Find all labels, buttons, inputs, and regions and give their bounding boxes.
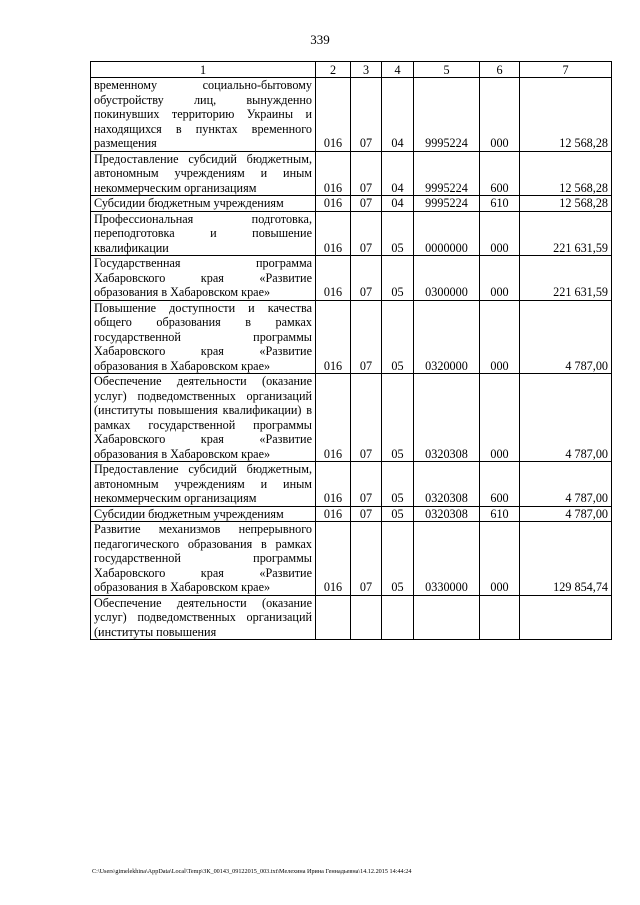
- row-target-code: 0320308: [414, 462, 480, 507]
- table-row: [91, 506, 612, 522]
- row-subsection-code: 04: [382, 151, 414, 196]
- row-ministry-code: 016: [316, 462, 351, 507]
- row-target-code: 9995224: [414, 151, 480, 196]
- row-expense-type-code: 000: [480, 300, 520, 374]
- row-ministry-code: 016: [316, 506, 351, 522]
- row-expense-type-code: 610: [480, 506, 520, 522]
- row-target-code: 9995224: [414, 196, 480, 212]
- row-amount: 4 787,00: [520, 300, 612, 374]
- table-row: [91, 522, 612, 596]
- table-row: [91, 196, 612, 212]
- row-subsection-code: 05: [382, 300, 414, 374]
- row-name-cell: Государственная программа Хабаровского края «Развитие образования в Хабаровском крае»: [91, 256, 316, 301]
- row-section-code: 07: [351, 256, 382, 301]
- footer-file-path: C:\Users\gimelekhina\AppData\Local\Temp\ЗК_00143_09122015_003.txt\Мелехина Ирина Геннадьевна\14.12.2015 14:44:24: [92, 868, 412, 875]
- row-ministry-code: 016: [316, 374, 351, 462]
- row-expense-type-code: 000: [480, 374, 520, 462]
- row-subsection-code: 05: [382, 256, 414, 301]
- row-section-code: 07: [351, 462, 382, 507]
- row-target-code: 0320308: [414, 374, 480, 462]
- row-subsection-code: 05: [382, 211, 414, 256]
- row-section-code: 07: [351, 522, 382, 596]
- row-name-cell: Обеспечение деятельности (оказание услуг) подведомственных организаций (институты повышения: [91, 595, 316, 640]
- budget-table: [90, 61, 612, 640]
- table-row: [91, 595, 612, 640]
- row-amount: 12 568,28: [520, 151, 612, 196]
- table-row: [91, 300, 612, 374]
- row-section-code: 07: [351, 506, 382, 522]
- row-subsection-code: [382, 595, 414, 640]
- row-expense-type-code: 000: [480, 256, 520, 301]
- row-name-cell: Предоставление субсидий бюджетным, автономным учреждениям и иным некоммерческим организациям: [91, 151, 316, 196]
- row-ministry-code: 016: [316, 256, 351, 301]
- row-ministry-code: 016: [316, 211, 351, 256]
- row-name-cell: Субсидии бюджетным учреждениям: [91, 506, 316, 522]
- row-amount: 12 568,28: [520, 78, 612, 152]
- header-col-1: 1: [91, 62, 316, 78]
- row-target-code: [414, 595, 480, 640]
- row-subsection-code: 04: [382, 196, 414, 212]
- row-subsection-code: 05: [382, 374, 414, 462]
- row-amount: 221 631,59: [520, 211, 612, 256]
- table-row: [91, 78, 612, 152]
- row-expense-type-code: 600: [480, 151, 520, 196]
- row-subsection-code: 05: [382, 506, 414, 522]
- table-header-row: [91, 62, 612, 78]
- row-target-code: 0320308: [414, 506, 480, 522]
- header-col-5: 5: [414, 62, 480, 78]
- row-section-code: 07: [351, 151, 382, 196]
- row-amount: 12 568,28: [520, 196, 612, 212]
- row-expense-type-code: 000: [480, 78, 520, 152]
- row-section-code: 07: [351, 211, 382, 256]
- row-section-code: 07: [351, 300, 382, 374]
- row-name-cell: Повышение доступности и качества общего образования в рамках государственной программы Хабаровского края «Развитие образования в Хабаровском крае»: [91, 300, 316, 374]
- row-ministry-code: 016: [316, 300, 351, 374]
- table-row: [91, 256, 612, 301]
- row-amount: 221 631,59: [520, 256, 612, 301]
- row-target-code: 0000000: [414, 211, 480, 256]
- row-ministry-code: 016: [316, 522, 351, 596]
- row-ministry-code: 016: [316, 196, 351, 212]
- row-subsection-code: 05: [382, 522, 414, 596]
- header-col-3: 3: [351, 62, 382, 78]
- row-ministry-code: [316, 595, 351, 640]
- row-target-code: 9995224: [414, 78, 480, 152]
- row-name-cell: Обеспечение деятельности (оказание услуг) подведомственных организаций (институты повышения квалификации) в рамках государственной программы Хабаровского края «Развитие образования в Хабаровском крае»: [91, 374, 316, 462]
- row-name-cell: Развитие механизмов непрерывного педагогического образования в рамках государственной программы Хабаровского края «Развитие образования в Хабаровском крае»: [91, 522, 316, 596]
- table-row: [91, 374, 612, 462]
- row-expense-type-code: 600: [480, 462, 520, 507]
- row-amount: 4 787,00: [520, 506, 612, 522]
- header-col-2: 2: [316, 62, 351, 78]
- row-target-code: 0320000: [414, 300, 480, 374]
- row-target-code: 0330000: [414, 522, 480, 596]
- row-amount: 4 787,00: [520, 374, 612, 462]
- row-expense-type-code: 000: [480, 522, 520, 596]
- row-subsection-code: 04: [382, 78, 414, 152]
- row-section-code: 07: [351, 196, 382, 212]
- table-row: [91, 211, 612, 256]
- row-amount: [520, 595, 612, 640]
- row-subsection-code: 05: [382, 462, 414, 507]
- row-section-code: 07: [351, 78, 382, 152]
- header-col-4: 4: [382, 62, 414, 78]
- page-number: 339: [310, 32, 330, 47]
- row-name-cell: Субсидии бюджетным учреждениям: [91, 196, 316, 212]
- row-section-code: 07: [351, 374, 382, 462]
- table-row: [91, 151, 612, 196]
- row-ministry-code: 016: [316, 78, 351, 152]
- row-amount: 129 854,74: [520, 522, 612, 596]
- row-ministry-code: 016: [316, 151, 351, 196]
- row-amount: 4 787,00: [520, 462, 612, 507]
- row-name-cell: временному социально-бытовому обустройству лиц, вынужденно покинувших территорию Украины и находящихся в пунктах временного размещения: [91, 78, 316, 152]
- row-expense-type-code: 000: [480, 211, 520, 256]
- table-row: [91, 462, 612, 507]
- row-name-cell: Профессиональная подготовка, переподготовка и повышение квалификации: [91, 211, 316, 256]
- row-section-code: [351, 595, 382, 640]
- row-target-code: 0300000: [414, 256, 480, 301]
- row-expense-type-code: [480, 595, 520, 640]
- row-name-cell: Предоставление субсидий бюджетным, автономным учреждениям и иным некоммерческим организациям: [91, 462, 316, 507]
- header-col-7: 7: [520, 62, 612, 78]
- row-expense-type-code: 610: [480, 196, 520, 212]
- header-col-6: 6: [480, 62, 520, 78]
